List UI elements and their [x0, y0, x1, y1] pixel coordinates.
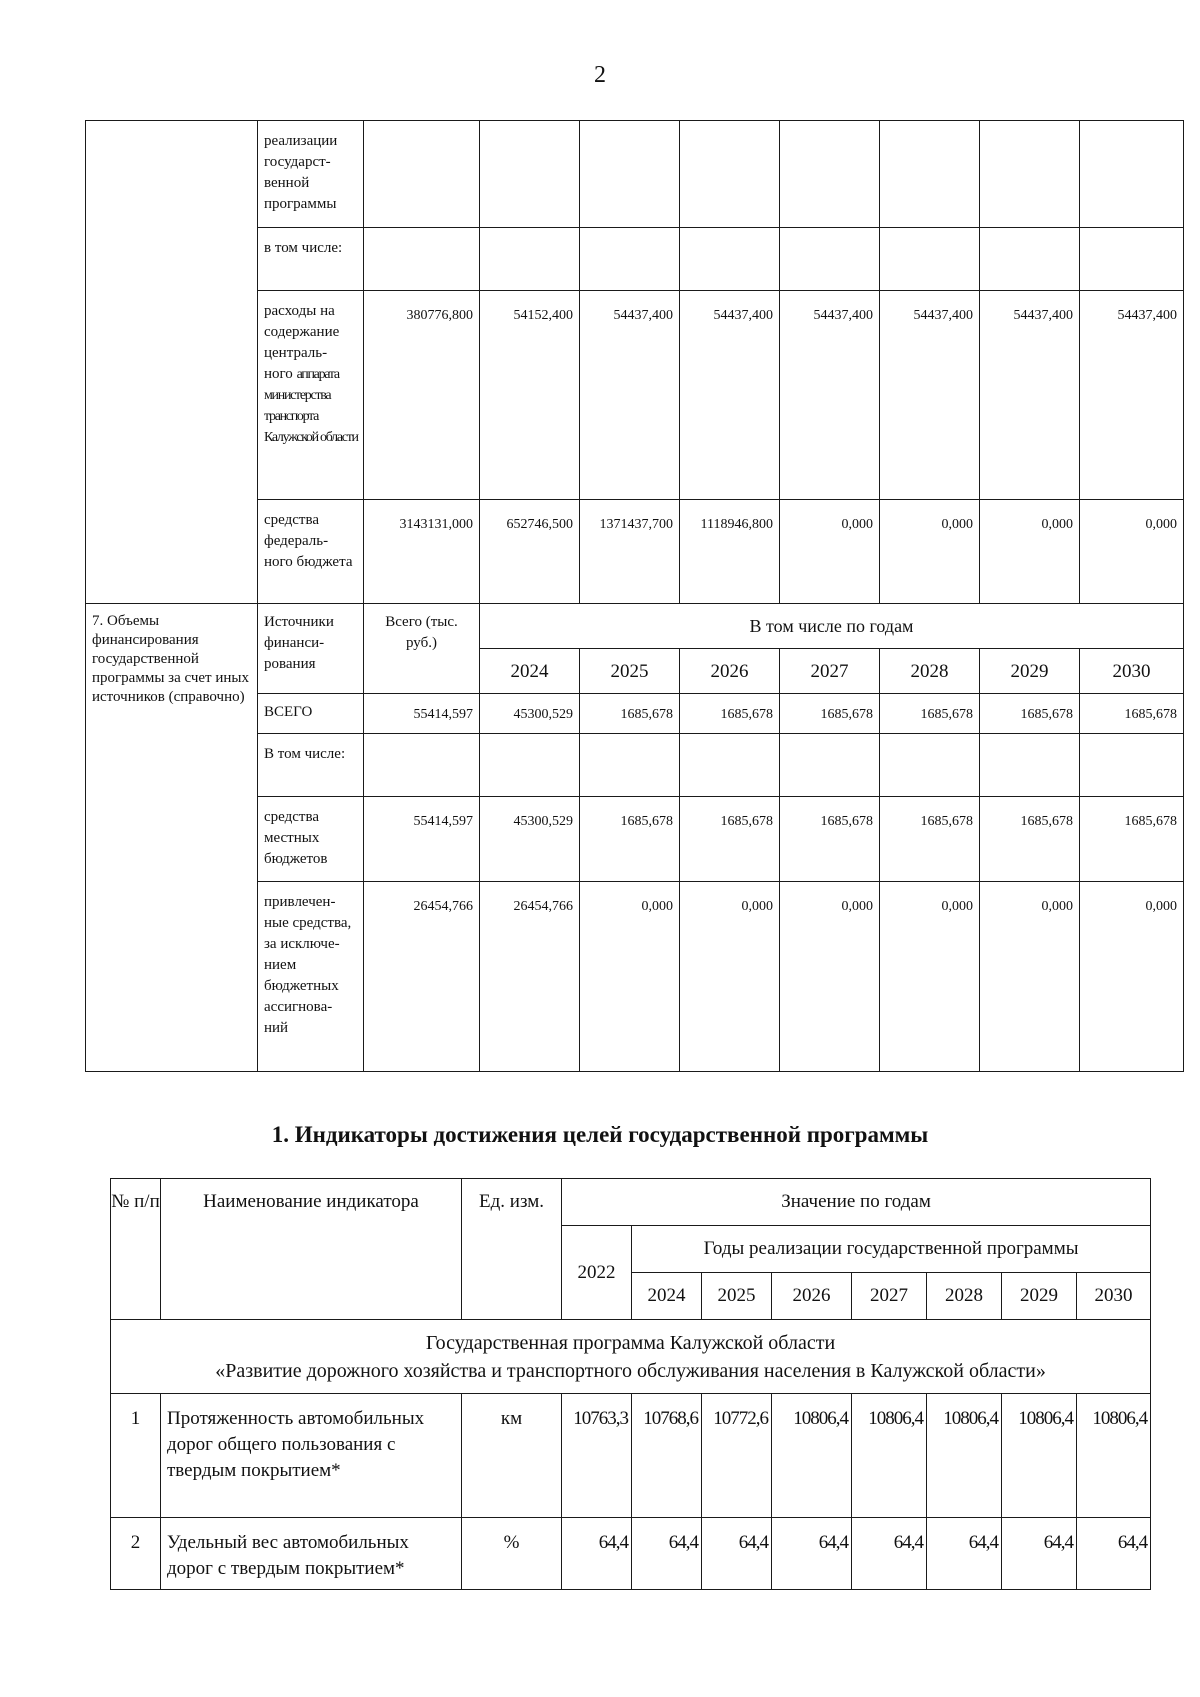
section-label-cell-empty — [86, 121, 258, 604]
value-cell: 380776,800 — [364, 291, 480, 500]
year-header: 2025 — [580, 649, 680, 694]
year-header: 2024 — [632, 1273, 702, 1320]
value-cell: 0,000 — [880, 882, 980, 1072]
year-header: 2029 — [980, 649, 1080, 694]
sources-header: Источники финанси- рования — [258, 604, 364, 694]
base-year-header: 2022 — [562, 1226, 632, 1320]
financing-table — [85, 120, 1184, 1072]
value-cell — [580, 228, 680, 291]
row-label-main: расходы на содержание централь- ного — [264, 303, 340, 382]
value-cell: 1685,678 — [1080, 797, 1184, 882]
value-cell — [1080, 121, 1184, 228]
value-cell — [580, 734, 680, 797]
year-header: 2026 — [680, 649, 780, 694]
value-cell: 0,000 — [980, 500, 1080, 604]
value-cell: 0,000 — [680, 882, 780, 1072]
value-cell: 54437,400 — [1080, 291, 1184, 500]
value-cell: 0,000 — [980, 882, 1080, 1072]
row-label — [258, 291, 364, 500]
value-cell: 0,000 — [1080, 500, 1184, 604]
value-cell — [980, 228, 1080, 291]
value-cell — [364, 734, 480, 797]
row-label: средства федераль- ного бюджета — [258, 500, 364, 604]
value-cell — [680, 228, 780, 291]
unit-header: Ед. изм. — [462, 1179, 562, 1320]
table-row — [111, 1179, 1151, 1226]
value-cell: 26454,766 — [364, 882, 480, 1072]
value-cell: 54437,400 — [980, 291, 1080, 500]
value-cell: 10806,4 — [1077, 1394, 1151, 1518]
table-row — [86, 604, 1184, 649]
year-header: 2029 — [1002, 1273, 1077, 1320]
value-cell — [880, 734, 980, 797]
table-row — [111, 1394, 1151, 1518]
value-cell: 10763,3 — [562, 1394, 632, 1518]
value-cell: 10806,4 — [927, 1394, 1002, 1518]
value-cell — [1080, 228, 1184, 291]
row-label-cramped: аппарата министерства транспорта Калужской области — [264, 367, 358, 445]
value-cell: 64,4 — [1002, 1518, 1077, 1590]
value-cell: 64,4 — [632, 1518, 702, 1590]
row-label: ВСЕГО — [258, 694, 364, 734]
value-cell: 64,4 — [1077, 1518, 1151, 1590]
value-cell: 45300,529 — [480, 694, 580, 734]
num-header: № п/п — [111, 1179, 161, 1320]
value-cell — [480, 121, 580, 228]
indicator-unit: % — [462, 1518, 562, 1590]
value-cell: 0,000 — [580, 882, 680, 1072]
value-cell: 3143131,000 — [364, 500, 480, 604]
program-title-line2: «Развитие дорожного хозяйства и транспортного обслуживания населения в Калужской области» — [215, 1359, 1046, 1382]
value-cell: 1685,678 — [880, 694, 980, 734]
value-cell: 0,000 — [1080, 882, 1184, 1072]
value-cell: 10806,4 — [852, 1394, 927, 1518]
row-number: 2 — [111, 1518, 161, 1590]
value-cell — [364, 228, 480, 291]
value-cell: 64,4 — [772, 1518, 852, 1590]
name-header: Наименование индикатора — [161, 1179, 462, 1320]
year-header: 2024 — [480, 649, 580, 694]
value-cell — [480, 734, 580, 797]
value-cell — [980, 121, 1080, 228]
value-cell: 1685,678 — [980, 694, 1080, 734]
value-cell: 26454,766 — [480, 882, 580, 1072]
value-cell: 55414,597 — [364, 694, 480, 734]
table-row — [111, 1320, 1151, 1394]
value-cell: 10806,4 — [772, 1394, 852, 1518]
value-cell: 1685,678 — [980, 797, 1080, 882]
page-number: 2 — [594, 62, 606, 88]
value-cell — [480, 228, 580, 291]
value-cell: 64,4 — [562, 1518, 632, 1590]
value-cell: 652746,500 — [480, 500, 580, 604]
program-title-line1: Государственная программа Калужской области — [425, 1331, 836, 1354]
row-label: средства местных бюджетов — [258, 797, 364, 882]
value-cell: 1685,678 — [680, 694, 780, 734]
value-cell: 1685,678 — [580, 797, 680, 882]
value-cell — [780, 228, 880, 291]
values-by-years-header: Значение по годам — [562, 1179, 1151, 1226]
value-cell: 54437,400 — [580, 291, 680, 500]
value-cell: 1371437,700 — [580, 500, 680, 604]
value-cell: 10806,4 — [1002, 1394, 1077, 1518]
value-cell: 10772,6 — [702, 1394, 772, 1518]
table-row — [111, 1518, 1151, 1590]
value-cell — [680, 734, 780, 797]
value-cell — [980, 734, 1080, 797]
value-cell: 10768,6 — [632, 1394, 702, 1518]
value-cell: 55414,597 — [364, 797, 480, 882]
year-header: 2025 — [702, 1273, 772, 1320]
indicator-name: Протяженность автомобильных дорог общего пользования с твердым покрытием* — [161, 1394, 462, 1518]
value-cell: 45300,529 — [480, 797, 580, 882]
value-cell: 0,000 — [780, 882, 880, 1072]
row-label: реализации государст- венной программы — [258, 121, 364, 228]
section-7-title: 7. Объемы финансирования государственной программы за счет иных источников (справочно) — [86, 604, 258, 1072]
value-cell — [880, 121, 980, 228]
value-cell: 0,000 — [880, 500, 980, 604]
value-cell: 1685,678 — [580, 694, 680, 734]
row-label: в том числе: — [258, 228, 364, 291]
value-cell: 1685,678 — [780, 694, 880, 734]
year-header: 2030 — [1080, 649, 1184, 694]
by-years-header: В том числе по годам — [480, 604, 1184, 649]
value-cell: 1685,678 — [1080, 694, 1184, 734]
value-cell: 1685,678 — [780, 797, 880, 882]
indicators-table — [110, 1178, 1151, 1590]
value-cell: 1685,678 — [680, 797, 780, 882]
year-header: 2027 — [852, 1273, 927, 1320]
row-label: привлечен- ные средства, за исключе- нием бюджетных ассигнова- ний — [258, 882, 364, 1072]
value-cell — [780, 121, 880, 228]
value-cell — [1080, 734, 1184, 797]
year-header: 2026 — [772, 1273, 852, 1320]
indicator-unit: км — [462, 1394, 562, 1518]
value-cell — [680, 121, 780, 228]
value-cell — [780, 734, 880, 797]
value-cell: 54437,400 — [880, 291, 980, 500]
value-cell: 54437,400 — [780, 291, 880, 500]
year-header: 2028 — [880, 649, 980, 694]
value-cell: 54152,400 — [480, 291, 580, 500]
program-years-header: Годы реализации государственной программы — [632, 1226, 1151, 1273]
table-row — [86, 121, 1184, 228]
total-header: Всего (тыс. руб.) — [364, 604, 480, 694]
row-number: 1 — [111, 1394, 161, 1518]
value-cell — [364, 121, 480, 228]
year-header: 2027 — [780, 649, 880, 694]
year-header: 2030 — [1077, 1273, 1151, 1320]
value-cell: 64,4 — [702, 1518, 772, 1590]
value-cell: 1685,678 — [880, 797, 980, 882]
value-cell — [880, 228, 980, 291]
value-cell: 54437,400 — [680, 291, 780, 500]
value-cell: 1118946,800 — [680, 500, 780, 604]
indicator-name: Удельный вес автомобильных дорог с твердым покрытием* — [161, 1518, 462, 1590]
value-cell: 64,4 — [927, 1518, 1002, 1590]
value-cell: 64,4 — [852, 1518, 927, 1590]
row-label: В том числе: — [258, 734, 364, 797]
program-title — [111, 1320, 1151, 1394]
year-header: 2028 — [927, 1273, 1002, 1320]
value-cell — [580, 121, 680, 228]
section-heading: 1. Индикаторы достижения целей государственной программы — [271, 1122, 929, 1147]
value-cell: 0,000 — [780, 500, 880, 604]
